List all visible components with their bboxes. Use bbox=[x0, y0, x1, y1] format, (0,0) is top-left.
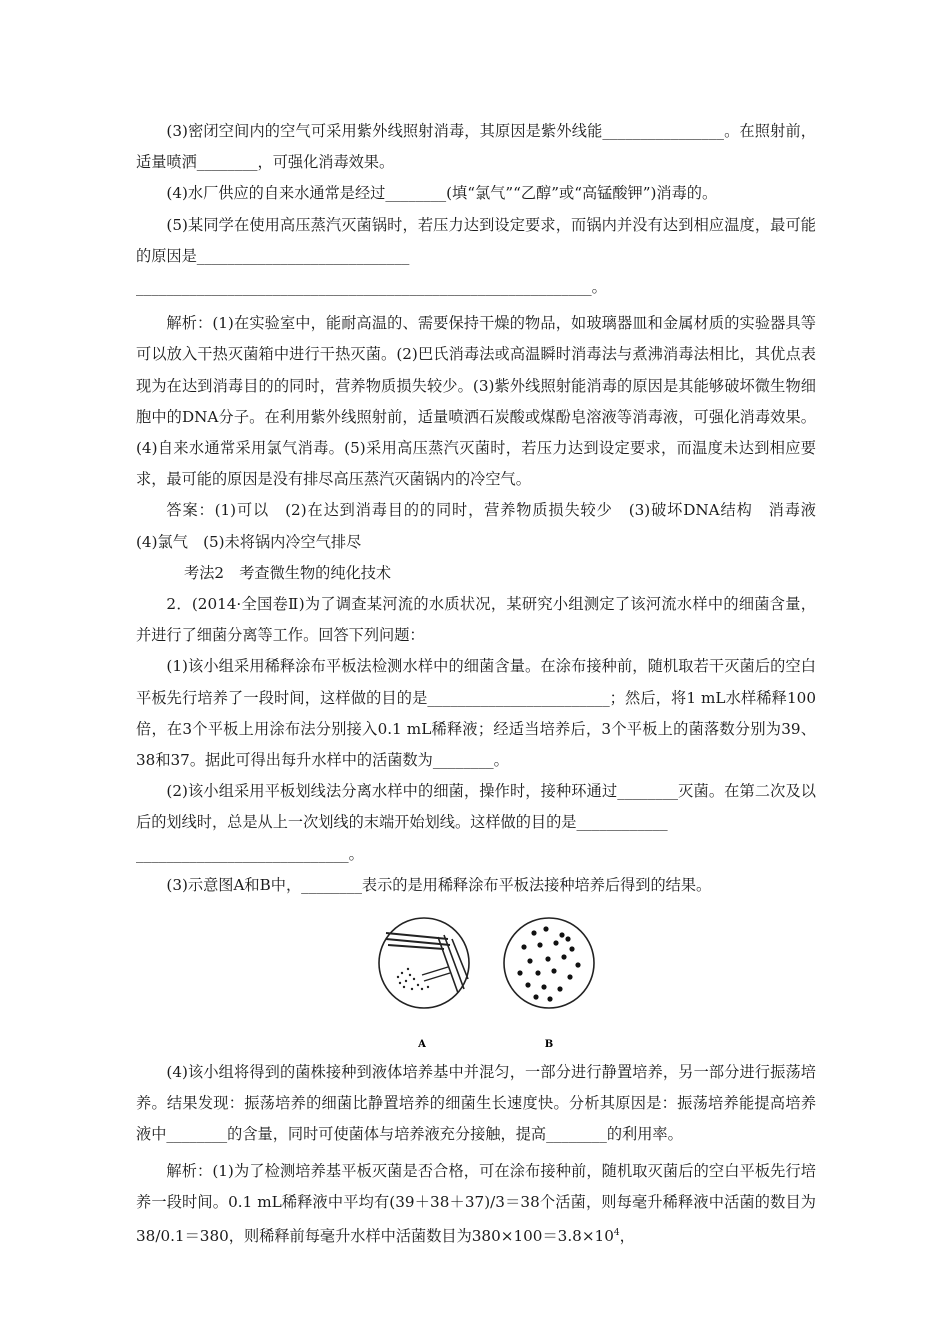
analysis-2 bbox=[136, 1156, 816, 1253]
analysis-2-exponent: 4 bbox=[613, 1228, 620, 1239]
question-2-4: (4)该小组将得到的菌株接种到液体培养基中并混匀，一部分进行静置培养，另一部分进行振荡培养。结果发现：振荡培养的细菌比静置培养的细菌生长速度快。分析其原因是：振荡培养能提高培养液中________的含量，同时可使菌体与培养液充分接触，提高________的利用率。 bbox=[136, 1063, 816, 1144]
question-1-3: (3)密闭空间内的空气可采用紫外线照射消毒，其原因是紫外线能________________。在照射前，适量喷洒________，可强化消毒效果。 bbox=[136, 122, 816, 172]
dish-a-streak-plate bbox=[379, 918, 469, 1050]
answer-1: 答案：(1)可以 (2)在达到消毒目的的同时，营养物质损失较少 (3)破坏DNA结构 消毒液 (4)氯气 (5)未将锅内冷空气排尽 bbox=[136, 501, 832, 551]
dish-a-label: A bbox=[418, 1039, 426, 1051]
analysis-2-text: 解析：(1)为了检测培养基平板灭菌是否合格，可在涂布接种前，随机取灭菌后的空白平板先行培养一段时间。0.1 mL稀释液中平均有(39＋38＋37)/3＝38个活菌，则每毫升稀释液中活菌的数目为38/0.1＝380，则稀释前每毫升水样中活菌数目为380×100＝3.8×10 bbox=[136, 1161, 816, 1246]
analysis-1: 解析：(1)在实验室中，能耐高温的、需要保持干燥的物品，如玻璃器皿和金属材质的实验器具等可以放入干热灭菌箱中进行干热灭菌。(2)巴氏消毒法或高温瞬时消毒法与煮沸消毒法相比，其优点表现为在达到消毒目的的同时，营养物质损失较少。(3)紫外线照射能消毒的原因是其能够破坏微生物细胞中的DNA分子。在利用紫外线照射前，适量喷洒石炭酸或煤酚皂溶液等消毒液，可强化消毒效果。(4)自来水通常采用氯气消毒。(5)采用高压蒸汽灭菌时，若压力达到设定要求，而温度未达到相应要求，最可能的原因是没有排尽高压蒸汽灭菌锅内的冷空气。 bbox=[136, 314, 816, 489]
question-2-3: (3)示意图A和B中，________表示的是用稀释涂布平板法接种培养后得到的结果。 bbox=[166, 875, 712, 894]
dish-b-spread-plate bbox=[504, 918, 594, 1050]
question-1-5: (5)某同学在使用高压蒸汽灭菌锅时，若压力达到设定要求，而锅内并没有达到相应温度，最可能的原因是____________________________ bbox=[136, 215, 816, 265]
dish-b-label: B bbox=[544, 1039, 554, 1051]
analysis-2-tail: ， bbox=[619, 1227, 635, 1246]
section-heading: 考法2 考查微生物的纯化技术 bbox=[184, 563, 392, 582]
question-1-5-blank: ____________________________________________________________。 bbox=[136, 278, 607, 297]
petri-dish-diagram bbox=[378, 903, 618, 1051]
question-2-1: (1)该小组采用稀释涂布平板法检测水样中的细菌含量。在涂布接种前，随机取若干灭菌后的空白平板先行培养了一段时间，这样做的目的是________________________；然后，将1 mL水样稀释100倍，在3个平板上用涂布法分别接入0.1 mL稀释液；经适当培养后，3个平板上的菌落数分别为39、38和37。据此可得出每升水样中的活菌数为________。 bbox=[136, 657, 816, 770]
petri-dish-figure bbox=[136, 903, 816, 1053]
question-2-intro: 2．(2014·全国卷Ⅱ)为了调查某河流的水质状况，某研究小组测定了该河流水样中的细菌含量，并进行了细菌分离等工作。回答下列问题： bbox=[136, 595, 816, 645]
document-page bbox=[136, 116, 832, 1252]
question-2-2: (2)该小组采用平板划线法分离水样中的细菌，操作时，接种环通过________灭菌。在第二次及以后的划线时，总是从上一次划线的末端开始划线。这样做的目的是____________ bbox=[136, 782, 816, 832]
question-1-4: (4)水厂供应的自来水通常是经过________(填“氯气”“乙醇”或“高锰酸钾”)消毒的。 bbox=[166, 184, 718, 203]
question-2-2-blank: ____________________________。 bbox=[136, 844, 364, 863]
